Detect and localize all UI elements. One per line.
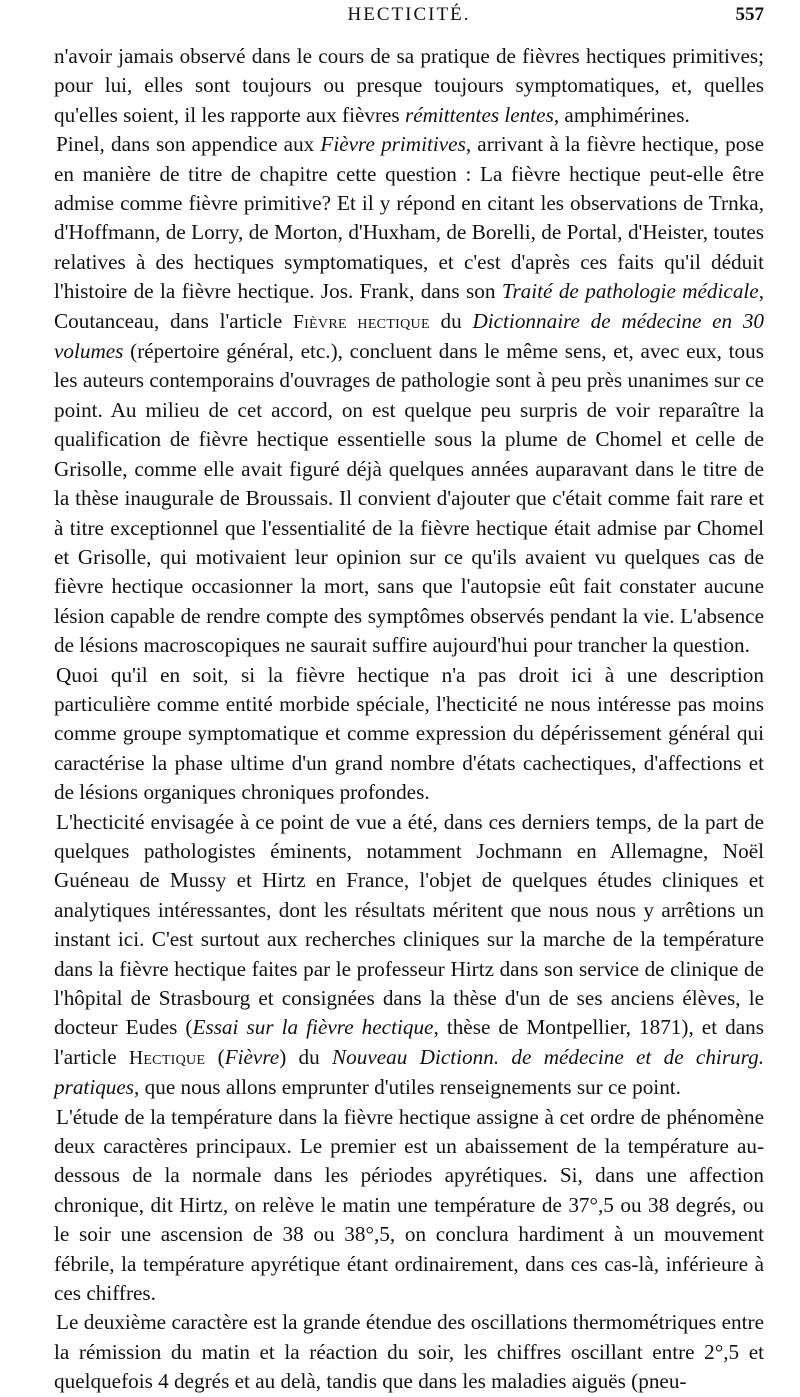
italic-run: Nouveau Dictionn. de médecine et de chirurg. pratiques bbox=[54, 1044, 765, 1100]
running-head bbox=[54, 0, 764, 42]
small-caps-run: Hectique bbox=[128, 1047, 206, 1069]
page-number: 557 bbox=[735, 4, 764, 25]
italic-run: Fièvre primitives bbox=[320, 132, 466, 157]
italic-run: Dictionnaire de médecine en 30 volumes bbox=[54, 308, 765, 364]
body-text bbox=[54, 42, 764, 1397]
paragraph bbox=[54, 661, 764, 808]
text-run: , que nous allons emprunter d'utiles renseignements sur ce point. bbox=[134, 1075, 681, 1100]
italic-run: Traité de pathologie médicale bbox=[501, 279, 759, 304]
text-run: Quoi qu'il en soit, si la fièvre hectique n'a pas droit ici à une description particulière comme entité morbide spéciale, l'hecticité ne nous intéresse pas moins comme groupe symptomatique et comme expression du dépérissement général qui caractérise la phase ultime d'un grand nombre d'états cachectiques, d'affections et de lésions organiques chroniques profondes. bbox=[54, 662, 764, 805]
paragraph bbox=[54, 130, 764, 660]
paragraph bbox=[54, 42, 764, 130]
paragraph bbox=[54, 1103, 764, 1309]
paragraph bbox=[54, 808, 764, 1103]
text-run: , amphimérines. bbox=[553, 102, 690, 127]
text-run: Le deuxième caractère est la grande étendue des oscillations thermométriques entre la rémission du matin et la réaction du soir, les chiffres oscillant entre 2°,5 et quelquefois 4 degrés et au delà, tandis que dans les maladies aiguës (pneu- bbox=[54, 1310, 764, 1394]
text-run: , Coutanceau, dans l'article bbox=[54, 279, 764, 333]
italic-run: Fièvre bbox=[224, 1044, 280, 1069]
small-caps-run: Fièvre hectique bbox=[292, 311, 430, 333]
text-run: n'avoir jamais observé dans le cours de sa pratique de fièvres hectiques primitives; pour lui, elles sont toujours ou presque toujours symptomatiques, et, quelles qu'elles soient, il les rapporte aux fièvres bbox=[54, 44, 764, 127]
text-run: , thèse de Montpellier, 1871), et dans l'article bbox=[54, 1015, 764, 1069]
text-run: , arrivant à la fièvre hectique, pose en manière de titre de chapitre cette question : La fièvre hectique peut-elle être admise comme fièvre primitive? Et il y répond en citant les observations de Trnka, d'Hoffmann, de Lorry, de Morton, d'Huxham, de Borelli, de Portal, d'Heister, toutes relatives à des hectiques symptomatiques, et c'est d'après ces faits qu'il déduit l'histoire de la fièvre hectique. Jos. Frank, dans son bbox=[54, 132, 764, 304]
text-run: ( bbox=[205, 1044, 225, 1069]
text-run: (répertoire général, etc.), concluent dans le même sens, et, avec eux, tous les auteurs contemporains d'ouvrages de pathologie sont à peu près unanimes sur ce point. Au milieu de cet accord, on est quelque peu surpris de voir reparaître la qualification de fièvre hectique essentielle sous la plume de Chomel et celle de Grisolle, comme elle avait figuré déjà quelques années auparavant dans le titre de la thèse inaugurale de Broussais. Il convient d'ajouter que c'était comme fait rare et à titre exceptionnel que l'essentialité de la fièvre hectique était admise par Chomel et Grisolle, qui motivaient leur opinion sur ce qu'ils avaient vu quelques cas de fièvre hectique occasionner la mort, sans que l'autopsie eût fait constater aucune lésion capable de rendre compte des symptômes observés pendant la vie. L'absence de lésions macroscopiques ne saurait suffire aujourd'hui pour trancher la question. bbox=[54, 339, 764, 658]
italic-run: Essai sur la fièvre hectique bbox=[192, 1015, 434, 1040]
text-run: du bbox=[429, 308, 473, 333]
text-run: ) du bbox=[279, 1044, 333, 1069]
text-run: L'hecticité envisagée à ce point de vue a été, dans ces derniers temps, de la part de quelques pathologistes éminents, notamment Jochmann en Allemagne, Noël Guéneau de Mussy et Hirtz en France, l'objet de quelques études cliniques et analytiques intéressantes, dont les résultats méritent que nous nous y arrêtions un instant ici. C'est surtout aux recherches cliniques sur la marche de la température dans la fièvre hectique faites par le professeur Hirtz dans son service de clinique de l'hôpital de Strasbourg et consignées dans la thèse d'un de ses anciens élèves, le docteur Eudes ( bbox=[54, 809, 764, 1040]
paragraph bbox=[54, 1308, 764, 1396]
running-title: HECTICITÉ. bbox=[347, 4, 471, 25]
text-run: L'étude de la température dans la fièvre hectique assigne à cet ordre de phénomène deux caractères principaux. Le premier est un abaissement de la température au-dessous de la normale dans les périodes apyrétiques. Si, dans une affection chronique, dit Hirtz, on relève le matin une température de 37°,5 ou 38 degrés, ou le soir une ascension de 38 ou 38°,5, on conclura hardiment à un mouvement fébrile, la température apyrétique étant ordinairement, dans ces cas-là, inférieure à ces chiffres. bbox=[54, 1104, 764, 1306]
text-run: Pinel, dans son appendice aux bbox=[56, 132, 321, 157]
italic-run: rémittentes lentes bbox=[404, 102, 554, 127]
